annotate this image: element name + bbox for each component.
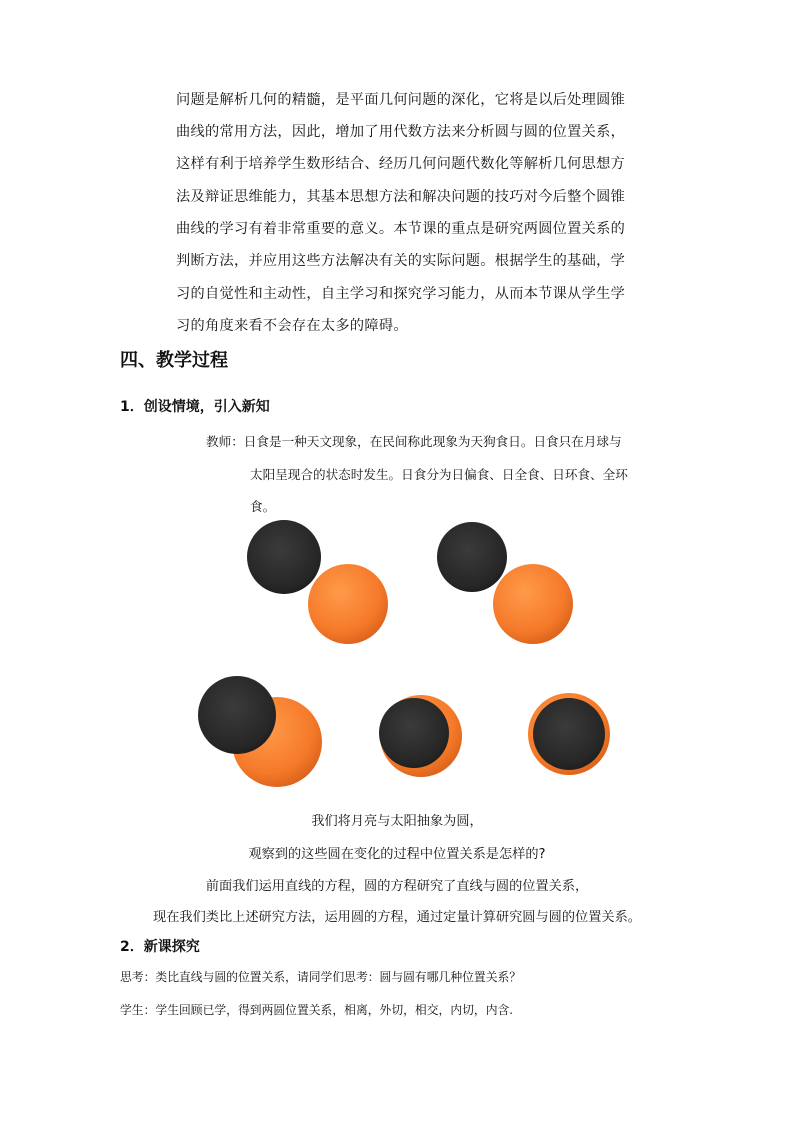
teacher-line: 教师：日食是一种天文现象，在民间称此现象为天狗食日。日食只在月球与 <box>206 434 622 449</box>
student-response: 学生：学生回顾已学，得到两圆位置关系，相离，外切，相交，内切，内含. <box>120 1003 514 1017</box>
subsection-title-1: 1．创设情境，引入新知 <box>120 399 270 415</box>
intro-line: 法及辩证思维能力，其基本思想方法和解决问题的技巧对今后整个圆锥 <box>176 189 626 205</box>
teacher-line: 太阳呈现合的状态时发生。日食分为日偏食、日全食、日环食、全环 <box>250 466 628 482</box>
eclipse-pair-tangent <box>437 522 573 644</box>
center-line: 观察到的这些圆在变化的过程中位置关系是怎样的? <box>248 847 546 862</box>
intro-line: 判断方法，并应用这些方法解决有关的实际问题。根据学生的基础，学 <box>176 253 626 269</box>
intro-line: 曲线的学习有着非常重要的意义。本节课的重点是研究两圆位置关系的 <box>176 221 626 237</box>
intro-line: 这样有利于培养学生数形结合、经历几何问题代数化等解析几何思想方 <box>176 156 626 172</box>
intro-line: 习的角度来看不会存在太多的障碍。 <box>176 318 408 334</box>
eclipse-pair-internal-tangent <box>379 695 462 777</box>
center-line: 我们将月亮与太阳抽象为圆， <box>311 814 483 829</box>
intro-line: 习的自觉性和主动性，自主学习和探究学习能力，从而本节课从学生学 <box>176 286 626 302</box>
teacher-line: 食。 <box>250 499 276 514</box>
moon-circle <box>247 520 321 594</box>
center-line: 前面我们运用直线的方程，圆的方程研究了直线与圆的位置关系， <box>205 879 589 894</box>
intro-line: 问题是解析几何的精髓，是平面几何问题的深化，它将是以后处理圆锥 <box>176 92 626 108</box>
section-title: 四、教学过程 <box>120 350 228 371</box>
sun-circle <box>493 564 573 644</box>
moon-circle <box>437 522 507 592</box>
moon-circle <box>379 698 449 768</box>
moon-circle <box>198 676 276 754</box>
eclipse-pair-separate <box>247 520 388 644</box>
moon-circle <box>533 698 605 770</box>
eclipse-pair-intersecting <box>198 676 322 787</box>
eclipse-pair-annular <box>528 693 610 775</box>
center-line: 现在我们类比上述研究方法，运用圆的方程，通过定量计算研究圆与圆的位置关系。 <box>153 910 641 925</box>
intro-line: 曲线的常用方法，因此，增加了用代数方法来分析圆与圆的位置关系， <box>176 124 626 140</box>
subsection-title-2: 2．新课探究 <box>120 939 200 955</box>
sun-circle <box>308 564 388 644</box>
think-prompt: 思考：类比直线与圆的位置关系，请同学们思考：圆与圆有哪几种位置关系？ <box>120 970 522 984</box>
